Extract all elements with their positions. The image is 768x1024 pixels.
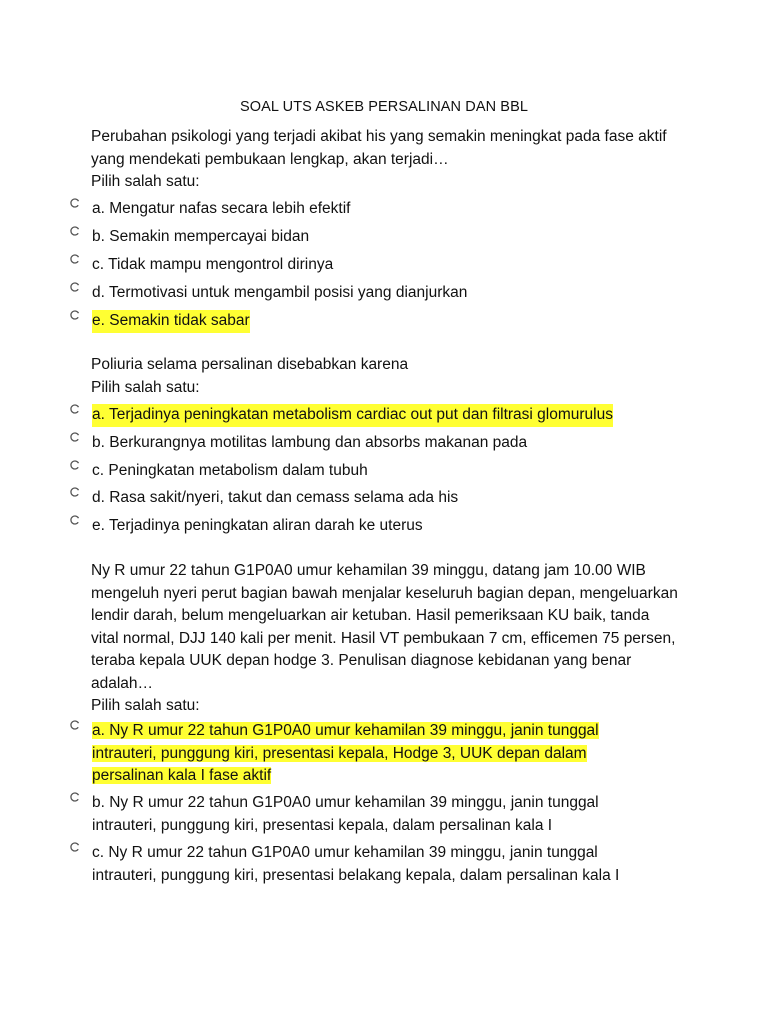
option-label: b. Semakin mempercayai bidan — [92, 228, 310, 245]
option-label: c. Ny R umur 22 tahun G1P0A0 umur kehamilan 39 minggu, janin tunggal intrauteri, punggung kiri, presentasi belakang kepala, dalam persalinan kala I — [92, 844, 620, 884]
radio-icon[interactable] — [70, 515, 80, 525]
radio-icon[interactable] — [70, 720, 80, 730]
radio-icon[interactable] — [70, 310, 80, 320]
question-text: Poliuria selama persalinan disebabkan karena — [91, 356, 409, 373]
option-label: e. Terjadinya peningkatan aliran darah ke uterus — [92, 517, 423, 534]
question-text: Ny R umur 22 tahun G1P0A0 umur kehamilan 39 minggu, datang jam 10.00 WIB mengeluh nyeri perut bagian bawah menjalar keseluruh bagian depan, mengeluarkan lendir darah, belum mengeluarkan air ketuban. Hasil pemeriksaan KU baik, tanda vital normal, DJJ 140 kali per menit. Hasil VT pembukaan 7 cm, efficemen 75 persen, teraba kepala UUK depan hodge 3. Penulisan diagnose kebidanan yang benar adalah… — [91, 562, 678, 692]
radio-icon[interactable] — [70, 282, 80, 292]
option-label-highlighted — [92, 720, 652, 788]
question-3 — [91, 560, 681, 718]
option-label: b. Berkurangnya motilitas lambung dan absorbs makanan pada — [92, 434, 528, 451]
question-text: Perubahan psikologi yang terjadi akibat his yang semakin meningkat pada fase aktif yang mendekati pembukaan lengkap, akan terjadi… — [91, 128, 667, 168]
radio-icon[interactable] — [70, 432, 80, 442]
question-1 — [91, 126, 681, 194]
question-instruction: Pilih salah satu: — [91, 697, 200, 714]
option-highlight: a. Ny R umur 22 tahun G1P0A0 umur kehamilan 39 minggu, janin tunggal intrauteri, punggung kiri, presentasi kepala, Hodge 3, UUK depan dalam persalinan kala I fase aktif — [92, 722, 599, 784]
option-label: a. Mengatur nafas secara lebih efektif — [92, 200, 351, 217]
question-instruction: Pilih salah satu: — [91, 173, 200, 190]
radio-icon[interactable] — [70, 487, 80, 497]
option-label: b. Ny R umur 22 tahun G1P0A0 umur kehamilan 39 minggu, janin tunggal intrauteri, punggung kiri, presentasi kepala, dalam persalinan kala I — [92, 794, 599, 834]
option-label: c. Tidak mampu mengontrol dirinya — [92, 256, 334, 273]
radio-icon[interactable] — [70, 254, 80, 264]
option-label-highlighted: e. Semakin tidak sabar — [92, 310, 250, 333]
option-label: d. Termotivasi untuk mengambil posisi yang dianjurkan — [92, 284, 468, 301]
option-label: d. Rasa sakit/nyeri, takut dan cemass selama ada his — [92, 489, 459, 506]
radio-icon[interactable] — [70, 404, 80, 414]
radio-icon[interactable] — [70, 198, 80, 208]
question-2 — [91, 354, 681, 399]
question-instruction: Pilih salah satu: — [91, 378, 200, 396]
option-label-highlighted: a. Terjadinya peningkatan metabolism cardiac out put dan filtrasi glomurulus — [92, 404, 613, 427]
option-label: c. Peningkatan metabolism dalam tubuh — [92, 462, 368, 479]
radio-icon[interactable] — [70, 226, 80, 236]
radio-icon[interactable] — [70, 842, 80, 852]
radio-icon[interactable] — [70, 792, 80, 802]
document-title: SOAL UTS ASKEB PERSALINAN DAN BBL — [239, 99, 529, 115]
radio-icon[interactable] — [70, 460, 80, 470]
